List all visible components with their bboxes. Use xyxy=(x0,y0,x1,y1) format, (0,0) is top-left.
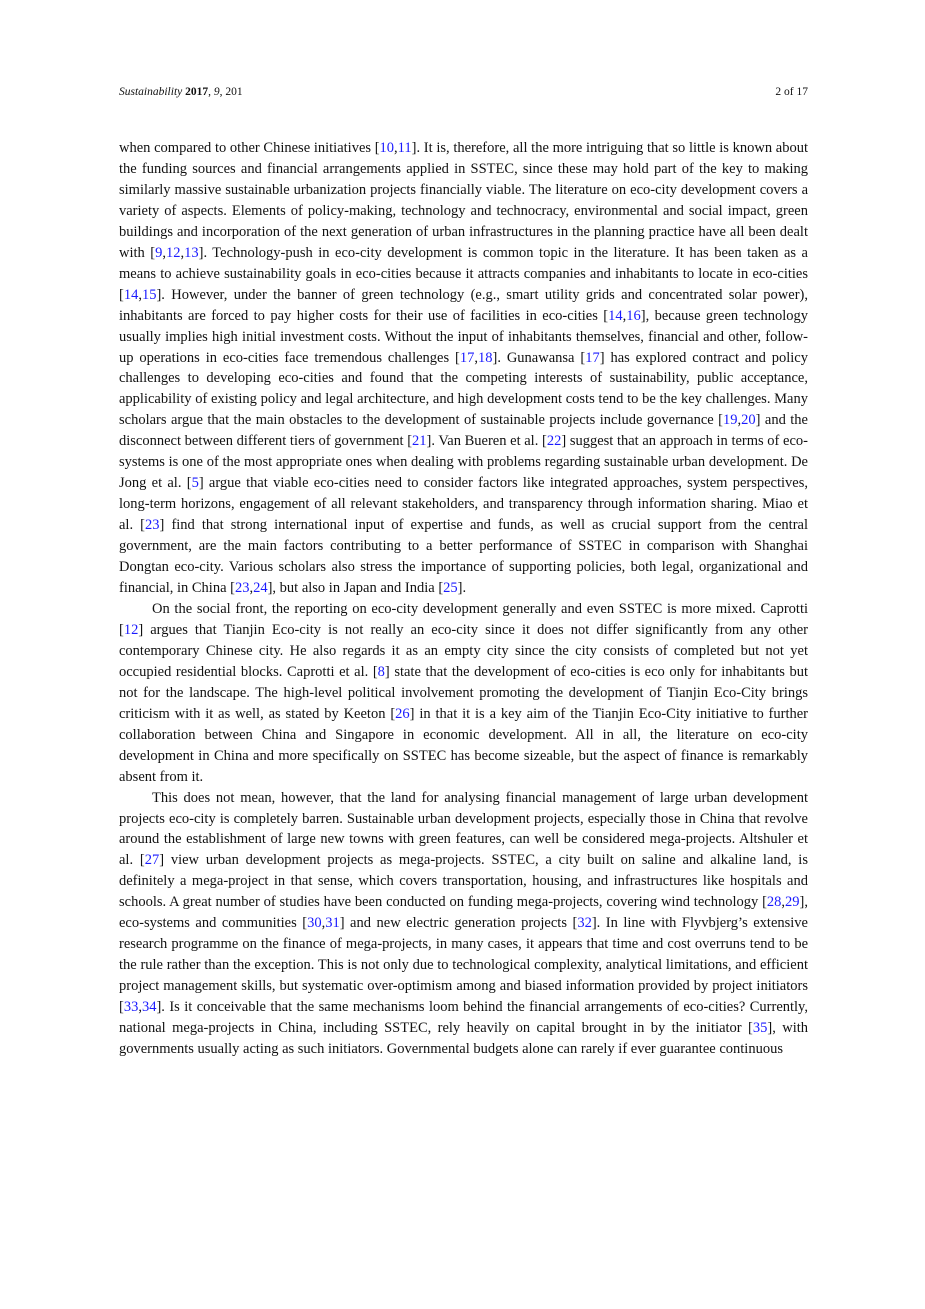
citation-link[interactable]: 9 xyxy=(155,244,163,261)
paragraph-1 xyxy=(119,138,808,599)
citation-link[interactable]: 15 xyxy=(141,286,157,303)
journal-year: 2017 xyxy=(185,86,209,98)
text-run: , xyxy=(737,412,742,429)
citation-link[interactable]: 23 xyxy=(234,580,250,597)
text-run: ], eco-systems and communities [ xyxy=(119,894,808,932)
running-header xyxy=(119,86,808,104)
text-run: , xyxy=(394,140,398,156)
text-run: , xyxy=(321,915,326,932)
text-run: ]. It is, therefore, all the more intriguing that so little is known about the funding sources and financial arrangements applied in SSTEC, since these may hold part of the key to making similarly massive sustainable urbanization projects financially viable. The literature on eco-city development covers a variety of aspects. Elements of policy-making, technology and technocracy, environmental and social impact, green buildings and incorporation of the next generation of urban infrastructures in the planning practice have all been dealt with [ xyxy=(119,140,808,261)
citation-link[interactable]: 20 xyxy=(741,412,756,429)
text-run: ]. Technology-push in eco-city development is common topic in the literature. It has been taken as a means to achieve sustainability goals in eco-cities because it attracts companies and inhabitants to locate in eco-cities [ xyxy=(119,244,808,303)
page-number: 2 of 17 xyxy=(775,86,808,98)
text-run: ] and the disconnect between different tiers of government [ xyxy=(119,412,808,450)
journal-name: Sustainability xyxy=(119,86,183,98)
citation-link[interactable]: 30 xyxy=(307,915,322,932)
text-run: ]. xyxy=(457,580,467,597)
citation-link[interactable]: 5 xyxy=(191,475,199,492)
text-run: ] suggest that an approach in terms of eco-systems is one of the most appropriate ones when dealing with problems regarding sustainable urban development. De Jong et al. [ xyxy=(119,433,808,492)
citation-link[interactable]: 35 xyxy=(752,1020,768,1037)
text-run: ]. In line with Flyvbjerg’s extensive research programme on the finance of mega-projects, in many cases, it appears that time and cost overruns tend to be the rule rather than the exception. This is not only due to technological complexity, analytical limitations, and efficient project management skills, but systematic over-optimism among and biased information provided by project initiators [ xyxy=(119,915,808,1016)
citation-link[interactable]: 28 xyxy=(766,894,782,911)
citation-link[interactable]: 21 xyxy=(412,433,427,450)
citation-link[interactable]: 14 xyxy=(608,307,623,324)
text-run: , xyxy=(474,349,478,366)
citation-link[interactable]: 34 xyxy=(141,999,157,1016)
text-run: ], because green technology usually implies high initial investment costs. Without the input of inhabitants themselves, financial and other, follow-up operations in eco-cities face tremendous challenges [ xyxy=(119,307,808,366)
text-run: ], with governments usually acting as such initiators. Governmental budgets alone can rarely if ever guarantee continuous xyxy=(119,1020,808,1057)
journal-volume: 9 xyxy=(213,86,220,98)
citation-link[interactable]: 17 xyxy=(459,349,475,366)
article-number: 201 xyxy=(225,86,243,98)
text-run: when compared to other Chinese initiatives [ xyxy=(119,140,380,156)
citation-link[interactable]: 23 xyxy=(145,517,160,534)
journal-citation: Sustainability 2017, 9, 201 xyxy=(119,86,243,98)
text-run: , xyxy=(138,999,142,1016)
text-run: ] find that strong international input of expertise and funds, as well as crucial support from the central government, are the main factors contributing to a better performance of SSTEC in comparison with Shanghai Dongtan eco-city. Various scholars also stress the importance of supporting policies, both legal, organizational and financial, in China [ xyxy=(119,517,808,597)
citation-link[interactable]: 18 xyxy=(477,349,493,366)
text-run: ]. However, under the banner of green technology (e.g., smart utility grids and concentrated solar power), inhabitants are forced to pay higher costs for their use of facilities in eco-cities [ xyxy=(119,286,808,324)
text-run: ] in that it is a key aim of the Tianjin Eco-City initiative to further collaboration between China and Singapore in economic development. All in all, the literature on eco-city development in China and more specifically on SSTEC has become sizeable, but the aspect of finance is remarkably absent from it. xyxy=(119,705,809,785)
text-run: ] has explored contract and policy challenges to developing eco-cities and found that the competing interests of sustainability, public acceptance, applicability of existing policy and legal architecture, and high development costs tend to be the key challenges. Many scholars argue that the main obstacles to the development of sustainable projects include governance [ xyxy=(119,349,808,429)
citation-link[interactable]: 13 xyxy=(184,244,199,261)
text-run: ] argues that Tianjin Eco-city is not really an eco-city since it does not differ significantly from any other contemporary Chinese city. He also regards it as an empty city since the city consists of completed but not yet occupied residential blocks. Caprotti et al. [ xyxy=(119,621,808,680)
citation-link[interactable]: 17 xyxy=(585,349,600,366)
citation-link[interactable]: 22 xyxy=(546,433,562,450)
text-run: , xyxy=(138,286,142,303)
paragraph-3 xyxy=(119,788,808,1060)
citation-link[interactable]: 19 xyxy=(722,412,738,429)
text-run: ] state that the development of eco-cities is eco only for inhabitants but not for the landscape. The high-level political involvement promoting the development of Tianjin Eco-City brings criticism with it as well, as stated by Keeton [ xyxy=(119,663,808,722)
text-run: , xyxy=(180,244,185,261)
citation-link[interactable]: 26 xyxy=(395,705,410,722)
citation-link[interactable]: 33 xyxy=(123,999,139,1016)
text-run: , xyxy=(781,894,786,911)
text-run: , xyxy=(622,307,627,324)
text-run: , xyxy=(249,580,254,597)
citation-link[interactable]: 14 xyxy=(123,286,139,303)
text-run: , xyxy=(162,244,166,261)
citation-link[interactable]: 25 xyxy=(443,580,458,597)
citation-link[interactable]: 27 xyxy=(144,852,160,869)
text-run: ] view urban development projects as mega-projects. SSTEC, a city built on saline and alkaline land, is definitely a mega-project in that sense, which covers transportation, housing, and infrastructures like hospitals and schools. A great number of studies have been conducted on funding mega-projects, covering wind technology [ xyxy=(119,852,808,911)
citation-link[interactable]: 12 xyxy=(123,621,139,638)
citation-link[interactable]: 24 xyxy=(253,580,268,597)
citation-link[interactable]: 31 xyxy=(325,915,340,932)
citation-link[interactable]: 10 xyxy=(379,140,395,156)
citation-link[interactable]: 29 xyxy=(785,894,800,911)
text-run: On the social front, the reporting on eco-city development generally and even SSTEC is more mixed. Caprotti [ xyxy=(119,600,808,638)
citation-link[interactable]: 32 xyxy=(577,915,592,932)
citation-link[interactable]: 12 xyxy=(165,244,181,261)
text-run: ], but also in Japan and India [ xyxy=(267,580,444,597)
paragraph-2 xyxy=(119,599,808,788)
text-run: ] and new electric generation projects [ xyxy=(339,915,578,932)
citation-link[interactable]: 8 xyxy=(377,663,385,680)
citation-link[interactable]: 16 xyxy=(626,307,641,324)
text-run: ]. Van Bueren et al. [ xyxy=(426,433,547,450)
citation-link[interactable]: 11 xyxy=(397,140,412,156)
text-run: This does not mean, however, that the land for analysing financial management of large urban development projects eco-city is completely barren. Sustainable urban development projects, especially those in China that revolve around the establishment of large new towns with green features, can well be considered mega-projects. Altshuler et al. [ xyxy=(119,789,808,869)
text-run: ] argue that viable eco-cities need to consider factors like integrated approaches, system perspectives, long-term horizons, engagement of all relevant stakeholders, and transparency through information sharing. Miao et al. [ xyxy=(119,475,808,534)
body-text xyxy=(119,138,808,1060)
text-run: ]. Gunawansa [ xyxy=(492,349,586,366)
text-run: ]. Is it conceivable that the same mechanisms loom behind the financial arrangements of eco-cities? Currently, national mega-projects in China, including SSTEC, rely heavily on capital brought in by the initiator [ xyxy=(119,999,808,1037)
